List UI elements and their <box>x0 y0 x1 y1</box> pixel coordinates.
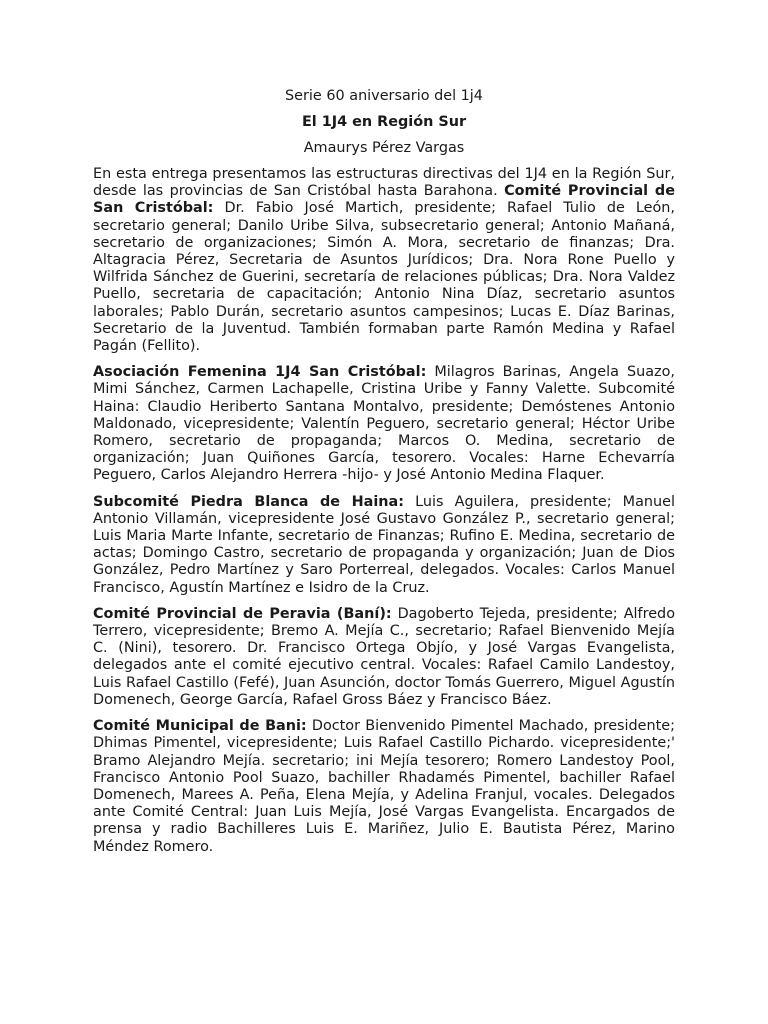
series-title: Serie 60 aniversario del 1j4 <box>285 88 483 104</box>
paragraph-lead: Asociación Femenina 1J4 San Cristóbal: <box>93 364 427 381</box>
paragraph-text: Milagros Barinas, Angela Suazo, Mimi Sánchez, Carmen Lachapelle, Cristina Uribe y Fanny Valette. Subcomité Haina: Claudio Heriberto Santana Montalvo, presidente; Demóstenes Antonio Maldonado, vicepresidente; Valentín Peguero, secretario general; Héctor Uribe Romero, secretario de propaganda; Marcos O. Medina, secretario de organización; Juan Quiñones García, tesorero. Vocales: Harne Echevarría Peguero, Carlos Alejandro Herrera -hijo- y José Antonio Medina Flaquer. <box>93 364 675 484</box>
article-title: El 1J4 en Región Sur <box>301 114 467 130</box>
paragraph-text: Luis Aguilera, presidente; Manuel Antonio Villamán, vicepresidente José Gustavo González P., secretario general; Luis Maria Marte Infante, secretario de Finanzas; Rufino E. Medina, secretario de actas; Domingo Castro, secretario de propaganda y organización; Juan de Dios González, Pedro Martínez y Saro Porterreal, delegados. Vocales: Carlos Manuel Francisco, Agustín Martínez e Isidro de la Cruz. <box>93 493 675 596</box>
paragraph-asociacion-femenina <box>93 364 675 484</box>
paragraph-intro-san-cristobal <box>93 166 675 355</box>
paragraph-lead: Subcomité Piedra Blanca de Haina: <box>93 493 405 510</box>
paragraph-text: Dagoberto Tejeda, presidente; Alfredo Terrero, vicepresidente; Bremo A. Mejía C., secretario; Rafael Bienvenido Mejía C. (Nini), tesorero. Dr. Francisco Ortega Objío, y José Vargas Evangelista, delegados ante el comité ejecutivo central. Vocales: Rafael Camilo Landestoy, Luis Rafael Castillo (Fefé), Juan Asunción, doctor Tomás Guerrero, Miguel Agustín Domenech, George García, Rafael Gross Báez y Francisco Báez. <box>93 605 675 708</box>
paragraph-lead: Comité Municipal de Bani: <box>93 718 307 735</box>
paragraph-lead: Comité Provincial de San Cristóbal: <box>93 183 675 217</box>
document-page <box>93 88 675 865</box>
paragraph-text: En esta entrega presentamos las estructuras directivas del 1J4 en la Región Sur, desde las provincias de San Cristóbal hasta Barahona. <box>93 166 675 200</box>
paragraph-piedra-blanca <box>93 494 675 597</box>
paragraph-text: Dr. Fabio José Martich, presidente; Rafael Tulio de León, secretario general; Danilo Uribe Silva, subsecretario general; Antonio Mañaná, secretario de organizaciones; Simón A. Mora, secretario de finanzas; Dra. Altagracia Pérez, Secretaria de Asuntos Jurídicos; Dra. Nora Rone Puello y Wilfrida Sánchez de Guerini, secretaría de relaciones públicas; Dra. Nora Valdez Puello, secretaria de capacitación; Antonio Nina Díaz, secretario asuntos laborales; Pablo Durán, secretario asuntos campesinos; Lucas E. Díaz Barinas, Secretario de la Juventud. También formaban parte Ramón Medina y Rafael Pagán (Fellito). <box>93 200 676 355</box>
paragraph-bani <box>93 718 675 856</box>
paragraph-lead: Comité Provincial de Peravia (Baní): <box>93 605 392 622</box>
author-name: Amaurys Pérez Vargas <box>303 140 465 156</box>
paragraph-text: Doctor Bienvenido Pimentel Machado, presidente; Dhimas Pimentel, vicepresidente; Luis Rafael Castillo Pichardo. vicepresidente;' Bramo Alejandro Mejía. secretario; ini Mejía tesorero; Romero Landestoy Pool, Francisco Antonio Pool Suazo, bachiller Rhadamés Pimentel, bachiller Rafael Domenech, Marees A. Peña, Elena Mejía, y Adelina Franjul, vocales. Delegados ante Comité Central: Juan Luis Mejía, José Vargas Evangelista. Encargados de prensa y radio Bachilleres Luis E. Mariñez, Julio E. Bautista Pérez, Marino Méndez Romero. <box>93 718 675 855</box>
paragraph-peravia <box>93 606 675 709</box>
